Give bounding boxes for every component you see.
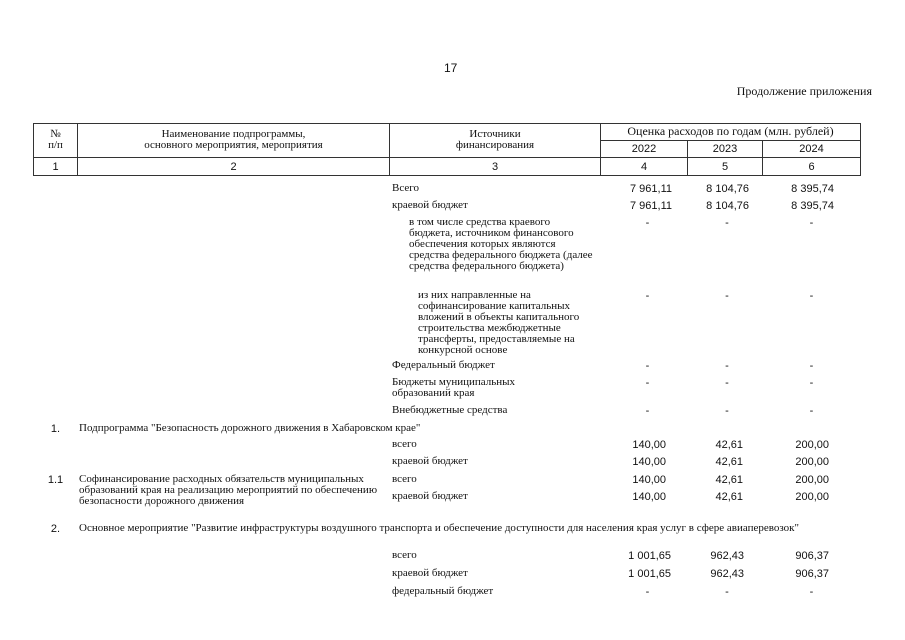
section-number: 1.1: [47, 474, 64, 486]
header-num-6: 6: [808, 161, 815, 173]
row-value-2022: -: [645, 377, 650, 389]
row-source: всего: [392, 438, 417, 450]
row-value-2022: 140,00: [632, 491, 666, 503]
row-value-2023: -: [725, 405, 729, 417]
row-value-2023: 962,43: [710, 568, 744, 580]
row-source: всего: [392, 549, 417, 561]
row-value-2023: -: [725, 360, 729, 372]
row-value-2022: -: [645, 405, 650, 417]
header-num-4: 4: [640, 161, 648, 173]
row-source: из них направленные на софинансирование капитальных вложений в объекты капитального строительства межбюджетные трансферты, предоставляемые на конкурсной основе: [418, 289, 580, 356]
row-value-2023: -: [725, 586, 729, 598]
row-source: Федеральный бюджет: [392, 359, 495, 371]
row-value-2024: -: [809, 586, 814, 598]
row-value-2022: -: [645, 360, 650, 372]
row-value-2024: 8 395,74: [791, 200, 834, 212]
row-source: Всего: [392, 182, 419, 194]
row-value-2023: 42,61: [715, 474, 743, 486]
row-value-2024: -: [809, 405, 814, 417]
row-source: федеральный бюджет: [392, 585, 494, 597]
row-value-2023: 42,61: [715, 439, 743, 451]
row-source: Бюджеты муниципальных образований края: [392, 376, 516, 399]
row-value-2022: 140,00: [632, 439, 666, 451]
row-value-2024: 200,00: [795, 474, 829, 486]
section-number: 1.: [50, 423, 61, 435]
row-value-2024: 906,37: [795, 550, 829, 562]
row-source: краевой бюджет: [392, 490, 468, 502]
header-year-2023: 2023: [712, 143, 738, 155]
row-value-2024: -: [809, 360, 814, 372]
row-value-2024: 200,00: [795, 439, 829, 451]
page-number: 17: [444, 61, 458, 75]
row-value-2024: 906,37: [795, 568, 829, 580]
row-value-2022: 7 961,11: [629, 183, 672, 195]
row-source: краевой бюджет: [392, 199, 468, 211]
row-value-2022: 1 001,65: [628, 568, 671, 580]
row-value-2023: -: [725, 217, 729, 229]
row-value-2023: 8 104,76: [706, 183, 749, 195]
row-value-2022: 140,00: [632, 474, 666, 486]
header-num-3: 3: [491, 161, 499, 173]
row-value-2024: 200,00: [795, 491, 829, 503]
header-year-2022: 2022: [631, 143, 657, 155]
header-num-2: 2: [230, 161, 237, 173]
row-value-2023: 42,61: [715, 456, 743, 468]
row-value-2022: -: [645, 217, 650, 229]
header-num-5: 5: [721, 161, 729, 173]
section-title: Софинансирование расходных обязательств муниципальных образований края на реализацию мероприятий по обеспечению безопасности дорожного движения: [79, 473, 378, 507]
row-source: Внебюджетные средства: [392, 404, 508, 416]
row-value-2024: -: [809, 290, 814, 302]
header-year-2024: 2024: [799, 143, 824, 155]
row-value-2022: -: [645, 290, 650, 302]
header-num-1: 1: [52, 161, 59, 173]
row-value-2024: -: [809, 217, 814, 229]
row-source: всего: [392, 473, 417, 485]
row-source: краевой бюджет: [392, 455, 468, 467]
row-value-2024: 200,00: [795, 456, 829, 468]
row-source: краевой бюджет: [392, 567, 468, 579]
section-title: Основное мероприятие "Развитие инфраструктуры воздушного транспорта и обеспечение доступности для населения края услуг в сфере авиаперевозок": [79, 522, 799, 534]
row-value-2023: 8 104,76: [706, 200, 749, 212]
row-value-2023: 42,61: [715, 491, 743, 503]
row-value-2023: 962,43: [710, 550, 744, 562]
row-value-2022: 1 001,65: [628, 550, 671, 562]
header-col-estimate: Оценка расходов по годам (млн. рублей): [627, 124, 834, 138]
section-number: 2.: [50, 523, 61, 535]
row-value-2023: -: [725, 377, 729, 389]
row-value-2022: 7 961,11: [629, 200, 672, 212]
row-value-2022: 140,00: [632, 456, 666, 468]
row-value-2024: 8 395,74: [791, 183, 834, 195]
header-col-name: Наименование подпрограммы, основного мероприятия, мероприятия: [144, 128, 323, 151]
continuation-label: Продолжение приложения: [736, 84, 872, 98]
row-source: в том числе средства краевого бюджета, источником финансового обеспечения которых являются средства федерального бюджета (далее средства федерального бюджета): [409, 216, 593, 272]
header-col-source: Источники финансирования: [455, 128, 535, 151]
row-value-2024: -: [809, 377, 814, 389]
row-value-2023: -: [725, 290, 729, 302]
row-value-2022: -: [645, 586, 650, 598]
header-col-no: № п/п: [48, 128, 63, 151]
section-title: Подпрограмма "Безопасность дорожного движения в Хабаровском крае": [79, 422, 421, 434]
